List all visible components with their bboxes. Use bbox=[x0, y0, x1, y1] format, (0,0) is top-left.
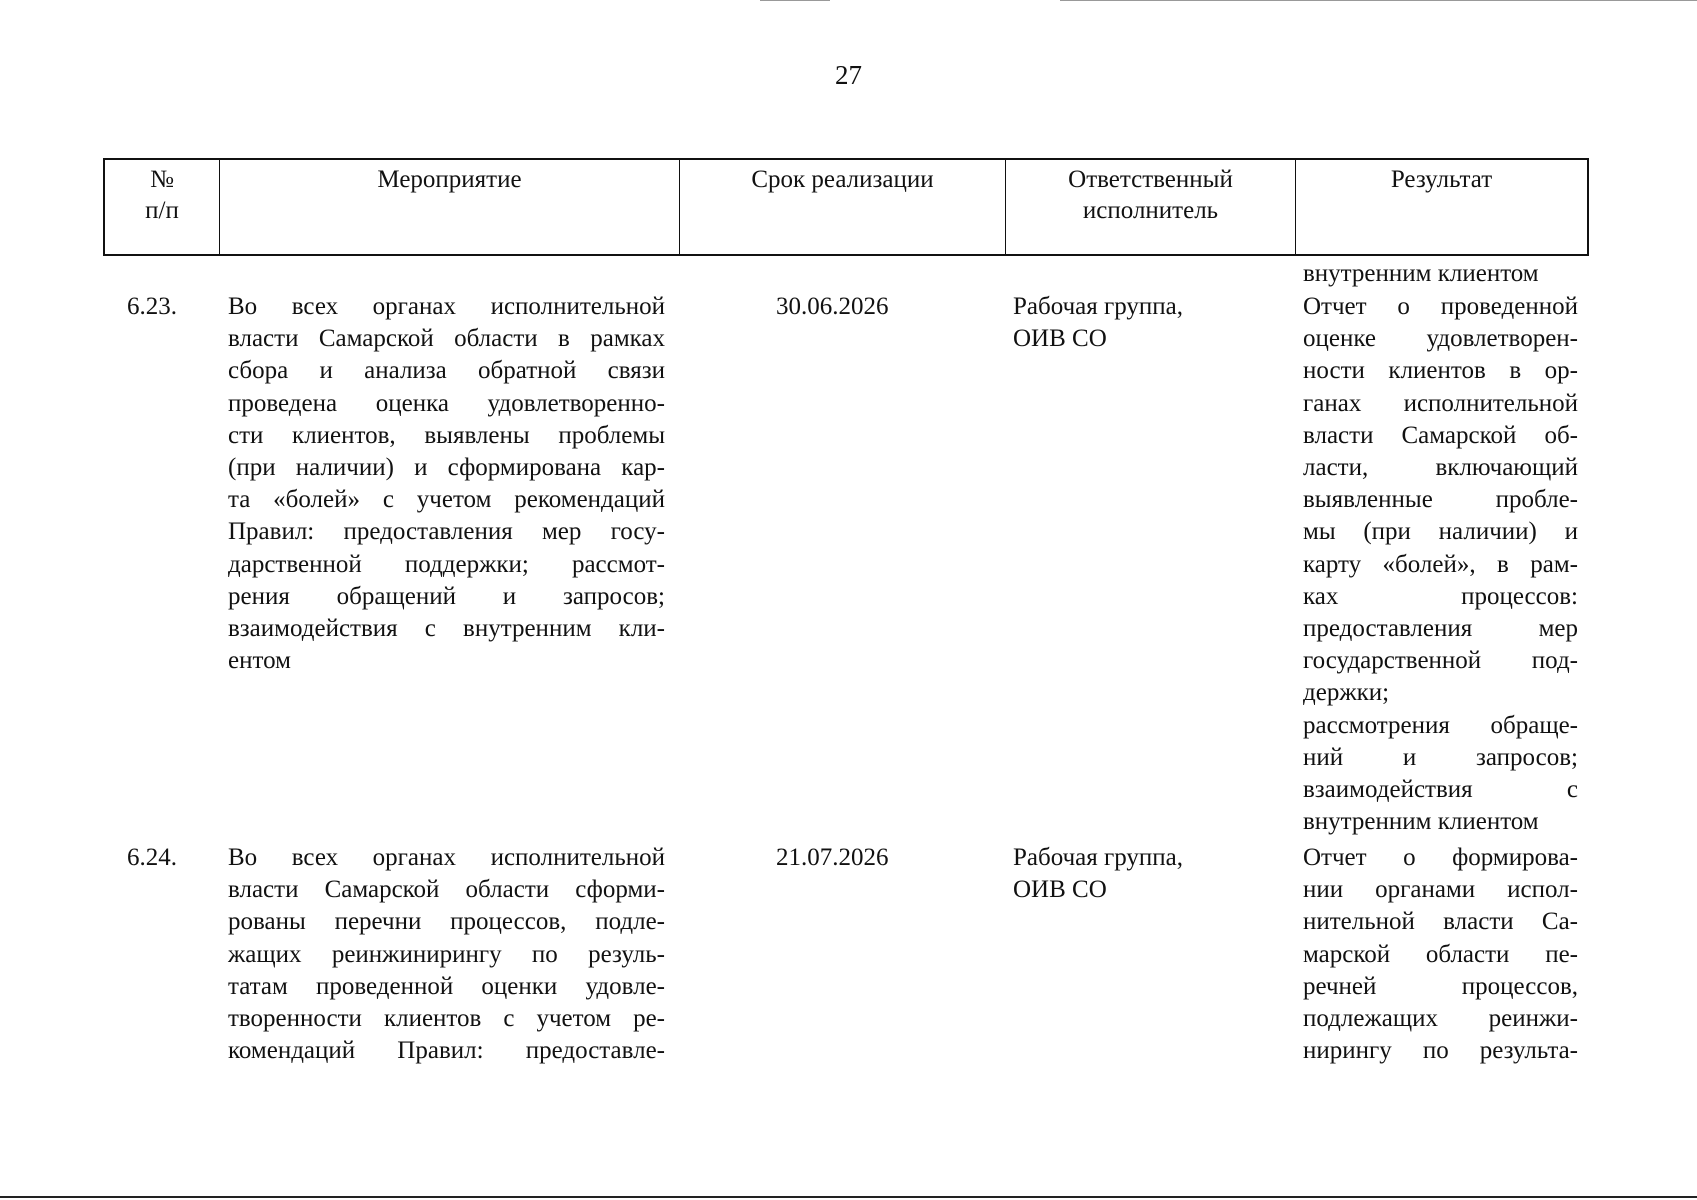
row-result bbox=[1303, 842, 1578, 1067]
measure-line: власти Самарской области в рамках bbox=[228, 325, 665, 353]
table-header bbox=[103, 158, 1589, 256]
row-number: 6.23. bbox=[127, 293, 177, 320]
header-measure-label: Мероприятие bbox=[377, 166, 522, 193]
responsible-line: Рабочая группа, bbox=[1013, 844, 1184, 871]
result-line: мы (при наличии) и bbox=[1303, 518, 1578, 546]
measure-line: власти Самарской области сформи- bbox=[228, 876, 665, 904]
result-line: рассмотрения обраще- bbox=[1303, 711, 1578, 739]
header-responsible bbox=[1006, 160, 1296, 254]
measure-line: та «болей» с учетом рекомендаций bbox=[228, 486, 665, 514]
measure-line: ентом bbox=[228, 647, 291, 675]
row-responsible bbox=[1013, 842, 1213, 906]
row-measure bbox=[228, 842, 665, 1067]
header-result bbox=[1296, 160, 1587, 254]
row-measure bbox=[228, 291, 665, 677]
result-line: ласти, включающий bbox=[1303, 454, 1578, 482]
responsible-line: Рабочая группа, bbox=[1013, 293, 1184, 320]
result-line: предоставления мер bbox=[1303, 615, 1578, 643]
header-number bbox=[105, 160, 220, 254]
result-line: ний и запросов; bbox=[1303, 743, 1578, 771]
result-line: Отчет о формирова- bbox=[1303, 844, 1578, 871]
top-edge-rule bbox=[1060, 0, 1697, 1]
measure-line: рованы перечни процессов, подле- bbox=[228, 908, 665, 936]
measure-line: дарственной поддержки; рассмот- bbox=[228, 550, 665, 578]
row-number: 6.24. bbox=[127, 844, 177, 871]
measure-line: татам проведенной оценки удовле- bbox=[228, 972, 665, 1000]
result-line: внутренним клиентом bbox=[1303, 808, 1539, 836]
row-result bbox=[1303, 291, 1578, 838]
row-deadline: 21.07.2026 bbox=[776, 844, 889, 871]
measure-line: сти клиентов, выявлены проблемы bbox=[228, 421, 665, 449]
result-line: оценке удовлетворен- bbox=[1303, 325, 1578, 353]
result-line: Отчет о проведенной bbox=[1303, 293, 1578, 320]
result-line: государственной под- bbox=[1303, 647, 1578, 675]
header-result-label: Результат bbox=[1390, 166, 1493, 193]
result-line: нирингу по результа- bbox=[1303, 1037, 1578, 1065]
top-edge-rule bbox=[760, 0, 830, 1]
header-deadline-label: Срок реализации bbox=[751, 166, 934, 193]
header-number-line1: № bbox=[150, 166, 174, 193]
result-line: ганах исполнительной bbox=[1303, 389, 1578, 417]
responsible-line: ОИВ СО bbox=[1013, 325, 1107, 353]
result-line: выявленные пробле- bbox=[1303, 486, 1578, 514]
measure-line: Во всех органах исполнительной bbox=[228, 293, 665, 320]
header-deadline bbox=[680, 160, 1006, 254]
result-line: подлежащих реинжи- bbox=[1303, 1005, 1578, 1033]
measure-line: Во всех органах исполнительной bbox=[228, 844, 665, 871]
carryover-result-text: внутренним клиентом bbox=[1303, 260, 1539, 287]
header-number-line2: п/п bbox=[145, 197, 179, 224]
result-line: ках процессов: bbox=[1303, 582, 1578, 610]
result-line: марской области пе- bbox=[1303, 940, 1578, 968]
result-line: нительной власти Са- bbox=[1303, 908, 1578, 936]
page-number: 27 bbox=[835, 60, 862, 90]
bottom-edge-rule bbox=[0, 1196, 1697, 1198]
measure-line: сбора и анализа обратной связи bbox=[228, 357, 665, 385]
result-line: власти Самарской об- bbox=[1303, 421, 1578, 449]
header-measure bbox=[220, 160, 680, 254]
measure-line: творенности клиентов с учетом ре- bbox=[228, 1005, 665, 1033]
result-line: держки; bbox=[1303, 679, 1390, 707]
measure-line: взаимодействия с внутренним кли- bbox=[228, 615, 665, 643]
measure-line: (при наличии) и сформирована кар- bbox=[228, 454, 665, 482]
measure-line: проведена оценка удовлетворенно- bbox=[228, 389, 665, 417]
row-deadline: 30.06.2026 bbox=[776, 293, 889, 320]
result-line: карту «болей», в рам- bbox=[1303, 550, 1578, 578]
measure-line: комендаций Правил: предоставле- bbox=[228, 1037, 665, 1065]
responsible-line: ОИВ СО bbox=[1013, 876, 1107, 904]
result-line: взаимодействия с bbox=[1303, 776, 1578, 804]
measure-line: рения обращений и запросов; bbox=[228, 582, 665, 610]
header-responsible-line1: Ответственный bbox=[1068, 166, 1233, 193]
result-line: речней процессов, bbox=[1303, 972, 1578, 1000]
measure-line: Правил: предоставления мер госу- bbox=[228, 518, 665, 546]
result-line: ности клиентов в ор- bbox=[1303, 357, 1578, 385]
result-line: нии органами испол- bbox=[1303, 876, 1578, 904]
measure-line: жащих реинжинирингу по резуль- bbox=[228, 940, 665, 968]
header-responsible-line2: исполнитель bbox=[1082, 197, 1219, 224]
row-responsible bbox=[1013, 291, 1213, 355]
carryover-result bbox=[1303, 258, 1578, 290]
